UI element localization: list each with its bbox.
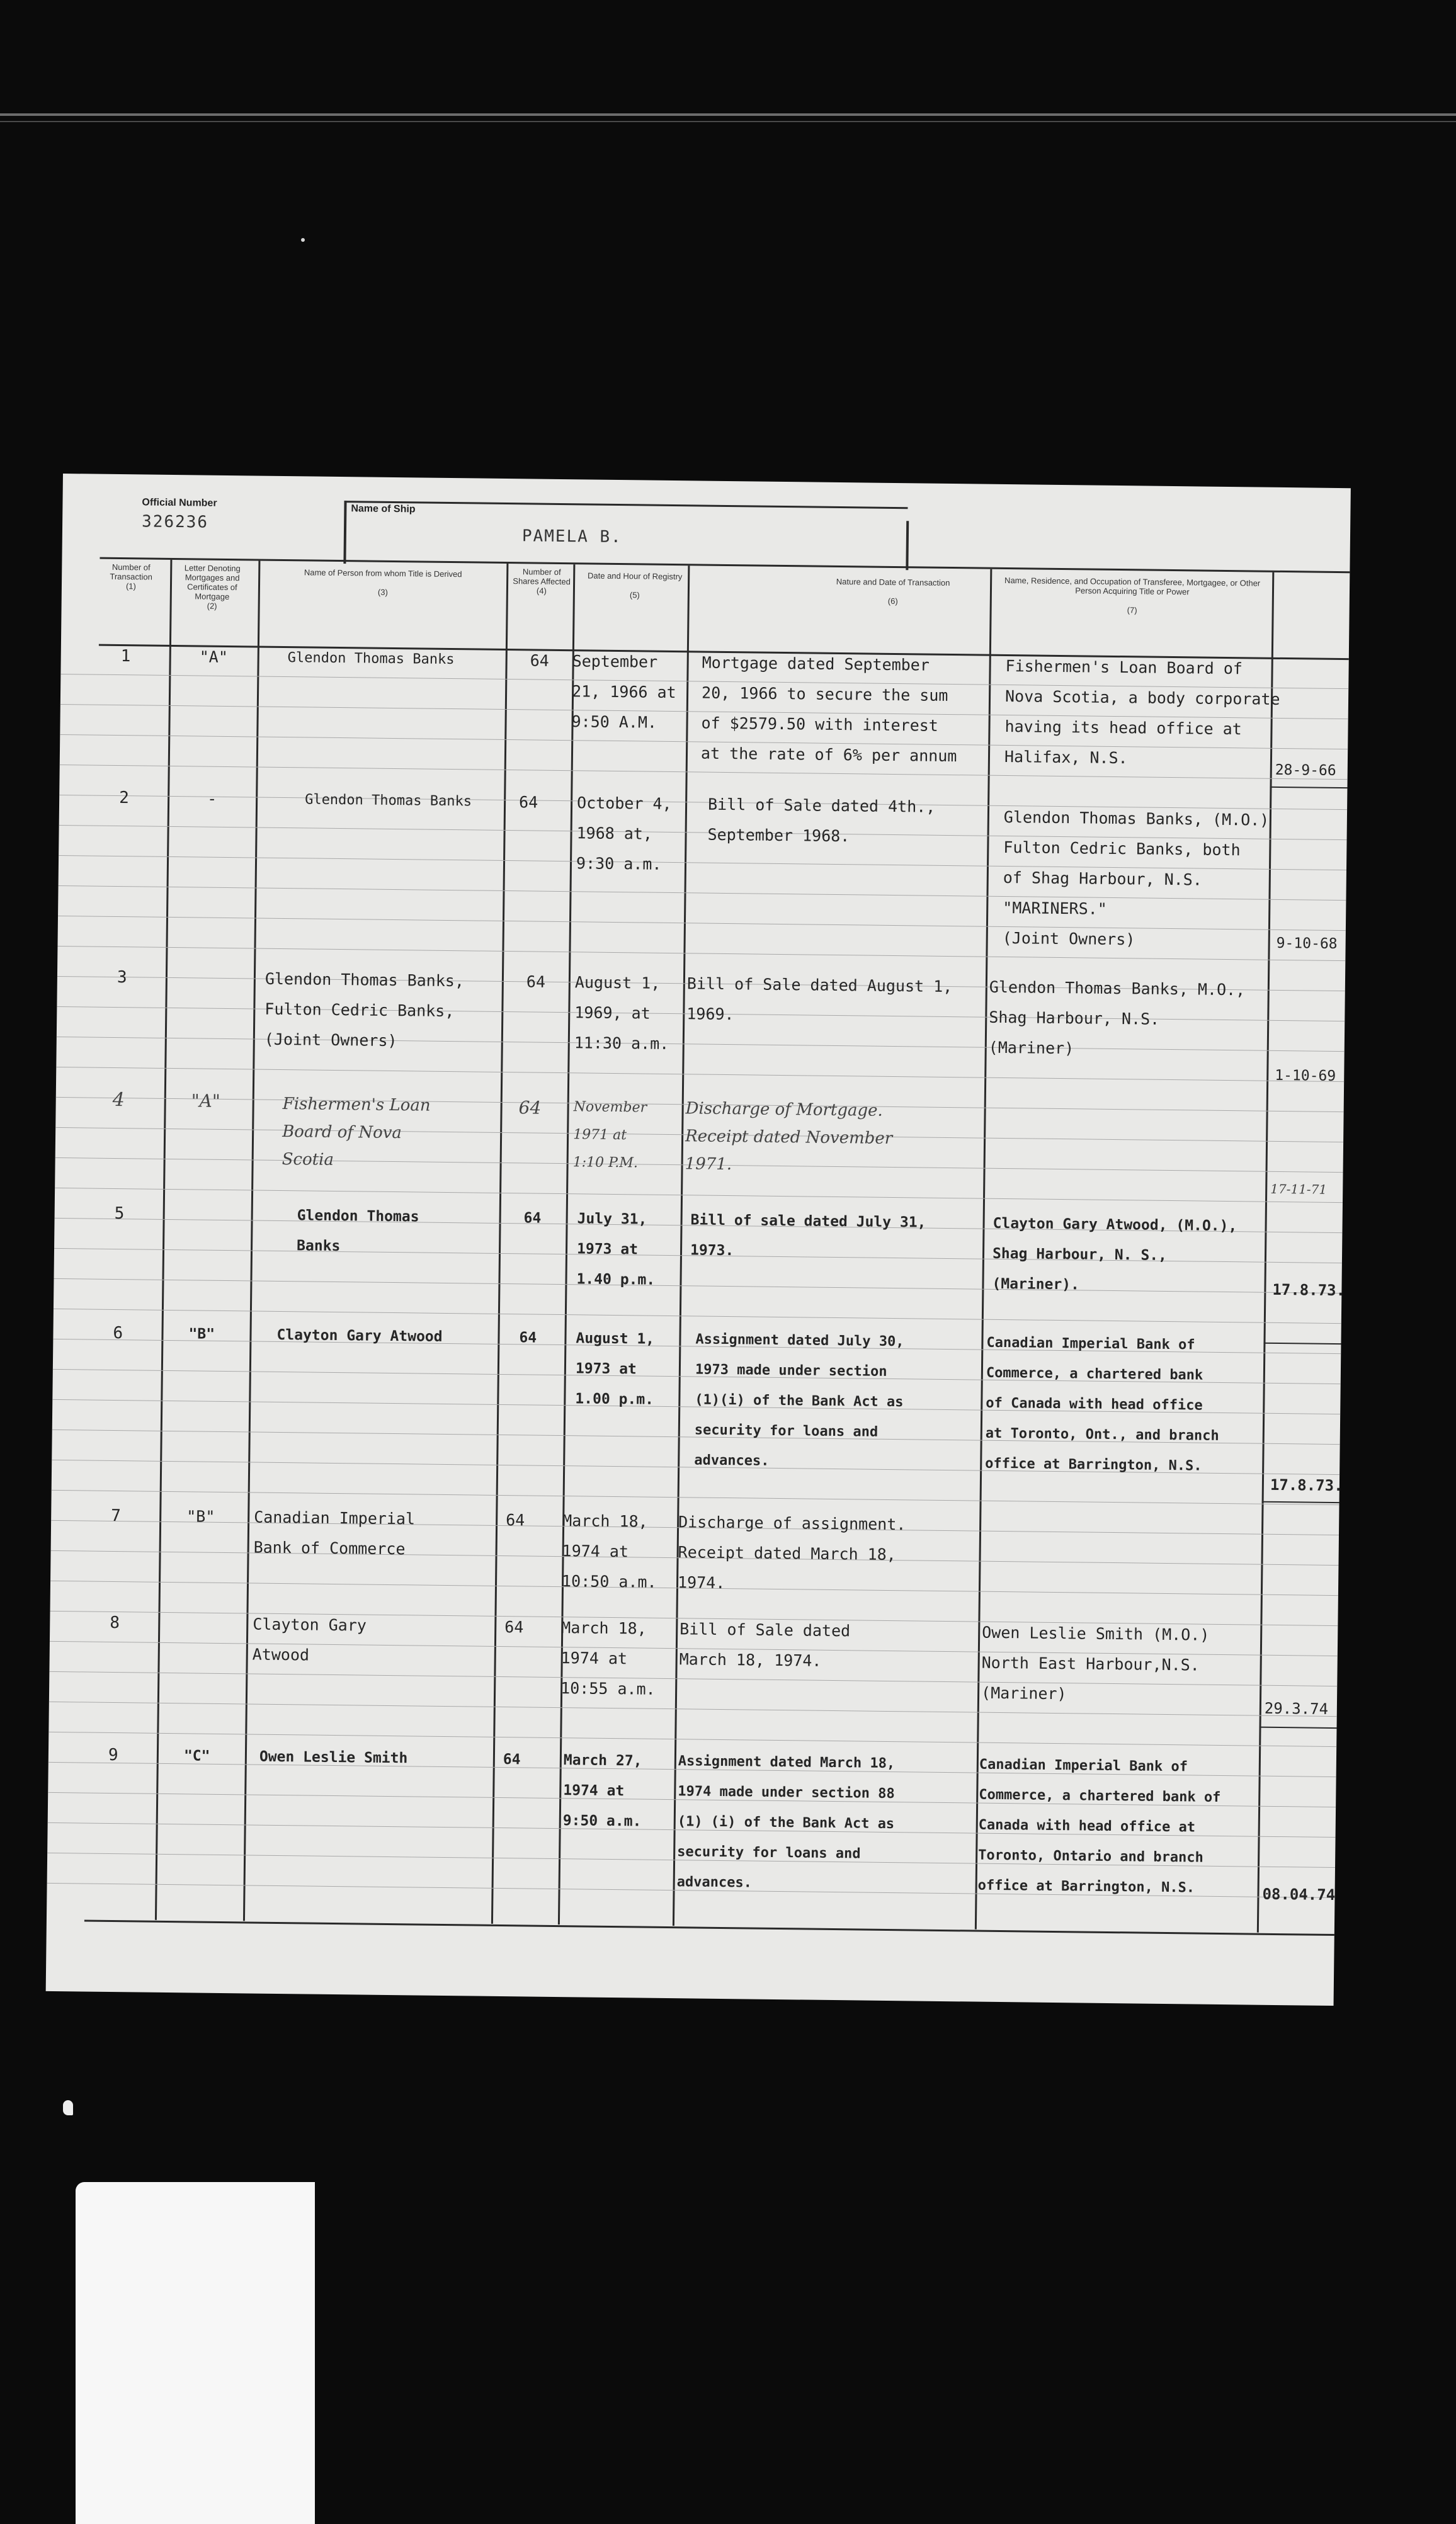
row-1-shares: 64	[530, 651, 549, 670]
col-header-shares-title: Number of Shares Affected	[513, 567, 571, 587]
row-2-nature: Bill of Sale dated 4th., September 1968.	[707, 795, 936, 846]
col-header-shares-index: (4)	[536, 586, 547, 596]
row-3-mark: 1-10-69	[1275, 1067, 1336, 1084]
col-header-from-title: Name of Person from whom Title is Derived	[304, 567, 462, 579]
row-7-shares: 64	[506, 1511, 525, 1530]
row-3-date: August 1, 1969, at 11:30 a.m.	[574, 973, 669, 1053]
ruled-line	[54, 1309, 1341, 1324]
ruled-line	[56, 1067, 1344, 1082]
ship-name: PAMELA B.	[521, 526, 622, 547]
row-4-letter: "A"	[191, 1090, 220, 1111]
row-1-letter: "A"	[199, 647, 229, 666]
row-8-to: Owen Leslie Smith (M.O.) North East Harbour,N.S. (Mariner)	[981, 1623, 1210, 1703]
row-4-shares: 64	[518, 1097, 542, 1118]
row-7-from: Canadian Imperial Bank of Commerce	[253, 1508, 416, 1559]
row-1-to: Fishermen's Loan Board of Nova Scotia, a body corporate having its head office at Halifax, N.S.	[1004, 656, 1280, 768]
row-3-nature: Bill of Sale dated August 1, 1969.	[686, 974, 953, 1024]
row-9-from: Owen Leslie Smith	[259, 1748, 408, 1767]
row-4-from: Fishermen's Loan Board of Nova Scotia	[282, 1094, 431, 1169]
row-8-shares: 64	[504, 1618, 524, 1637]
col-header-date	[584, 571, 686, 600]
row-7-date: March 18, 1974 at 10:50 a.m.	[561, 1511, 657, 1591]
row-2-to: Glendon Thomas Banks, (M.O.) Fulton Cedric Banks, both of Shag Harbour, N.S. "MARINERS." (Joint Owners)	[1002, 807, 1270, 949]
dust-speck	[301, 238, 305, 242]
row-1-mark: 28-9-66	[1275, 761, 1336, 779]
col-header-letter	[171, 563, 254, 611]
col-header-number-title: Number of Transaction	[110, 562, 152, 582]
official-number: 326236	[141, 512, 209, 532]
row-5-number: 5	[114, 1204, 125, 1224]
row-7-nature: Discharge of assignment. Receipt dated March 18, 1974.	[677, 1513, 906, 1593]
mark-rule	[1263, 1343, 1341, 1344]
row-9-letter: "C"	[183, 1748, 210, 1765]
row-6-nature: Assignment dated July 30, 1973 made under section (1)(i) of the Bank Act as security for loans and advances.	[694, 1331, 904, 1469]
ship-name-box-top	[343, 501, 346, 564]
row-8-mark: 29.3.74	[1264, 1699, 1329, 1718]
row-5-shares: 64	[523, 1210, 542, 1227]
col-header-from	[288, 567, 477, 598]
col-header-shares	[510, 567, 574, 596]
row-9-nature: Assignment dated March 18, 1974 made under section 88 (1) (i) of the Bank Act as security for loans and advances.	[676, 1753, 896, 1891]
official-number-label: Official Number	[142, 497, 217, 509]
col-rule	[975, 569, 992, 1930]
col-header-from-index: (3)	[377, 587, 388, 597]
row-5-from: Glendon Thomas Banks	[296, 1207, 419, 1255]
col-rule	[1257, 572, 1275, 1933]
row-1-nature: Mortgage dated September 20, 1966 to secure the sum of $2579.50 with interest at the rate of 6% per annum	[700, 653, 957, 766]
row-5-to: Clayton Gary Atwood, (M.O.), Shag Harbour, N. S., (Mariner).	[992, 1215, 1237, 1293]
dust-speck	[63, 2100, 73, 2115]
row-1-from: Glendon Thomas Banks	[287, 650, 455, 668]
row-3-from: Glendon Thomas Banks, Fulton Cedric Banks, (Joint Owners)	[264, 969, 465, 1050]
light-glare	[76, 2182, 315, 2524]
row-5-date: July 31, 1973 at 1.40 p.m.	[576, 1210, 656, 1288]
row-7-letter: "B"	[186, 1507, 215, 1526]
row-9-mark: 08.04.74	[1262, 1885, 1336, 1904]
row-2-shares: 64	[518, 793, 538, 812]
col-header-letter-title: Letter Denoting Mortgages and Certificates of Mortgage	[184, 563, 241, 602]
col-header-nature	[805, 576, 981, 606]
row-5-nature: Bill of sale dated July 31, 1973.	[690, 1212, 926, 1259]
row-8-nature: Bill of Sale dated March 18, 1974.	[679, 1620, 851, 1670]
row-3-number: 3	[117, 968, 127, 987]
col-header-number	[100, 562, 163, 591]
col-header-date-title: Date and Hour of Registry	[587, 571, 683, 582]
row-6-from: Clayton Gary Atwood	[276, 1326, 443, 1345]
ship-name-box-right	[906, 521, 909, 570]
row-4-nature: Discharge of Mortgage. Receipt dated November 1971.	[685, 1099, 893, 1174]
row-2-date: October 4, 1968 at, 9:30 a.m.	[576, 793, 672, 873]
row-9-to: Canadian Imperial Bank of Commerce, a chartered bank of Canada with head office at Toronto, Ontario and branch office at Barrington, N.S.	[977, 1756, 1221, 1896]
ship-name-box-top-edge	[344, 501, 908, 509]
row-8-date: March 18, 1974 at 10:55 a.m.	[560, 1618, 656, 1698]
row-8-number: 8	[110, 1613, 120, 1633]
row-9-shares: 64	[503, 1751, 521, 1768]
col-rule	[491, 564, 509, 1924]
row-6-to: Canadian Imperial Bank of Commerce, a chartered bank of Canada with head office at Toronto, Ont., and branch office at Barrington, N.S.	[985, 1334, 1219, 1474]
col-header-to-title: Name, Residence, and Occupation of Transferee, Mortgagee, or Other Person Acquiring Title or Power	[1004, 575, 1261, 597]
row-3-to: Glendon Thomas Banks, M.O., Shag Harbour, N.S. (Mariner)	[988, 977, 1246, 1058]
row-9-number: 9	[108, 1745, 118, 1765]
col-header-to	[994, 576, 1271, 617]
row-2-mark: 9-10-68	[1276, 935, 1338, 953]
row-6-number: 6	[113, 1323, 123, 1343]
row-8-from: Clayton Gary Atwood	[252, 1615, 367, 1664]
mark-rule	[1262, 1501, 1339, 1503]
row-6-letter: "B"	[188, 1326, 215, 1343]
row-7-number: 7	[111, 1506, 122, 1526]
col-header-to-index: (7)	[1127, 605, 1137, 615]
col-header-date-index: (5)	[629, 590, 640, 600]
film-edge-top	[0, 113, 1456, 116]
row-6-mark: 17.8.73.	[1270, 1475, 1343, 1495]
row-5-mark: 17.8.73.	[1272, 1280, 1346, 1300]
ruled-line	[55, 1188, 1343, 1203]
mark-rule	[1260, 1727, 1337, 1729]
row-9-date: March 27, 1974 at 9:50 a.m.	[562, 1752, 642, 1830]
col-header-letter-index: (2)	[207, 601, 217, 611]
row-4-date: November 1971 at 1:10 P.M.	[572, 1099, 647, 1171]
ruled-line	[48, 1732, 1336, 1747]
row-6-date: August 1, 1973 at 1.00 p.m.	[575, 1330, 655, 1408]
row-4-number: 4	[112, 1088, 125, 1111]
row-2-number: 2	[118, 788, 129, 808]
row-1-number: 1	[120, 647, 131, 666]
row-6-shares: 64	[519, 1329, 537, 1346]
ship-name-label: Name of Ship	[351, 503, 416, 515]
row-4-mark: 17-11-71	[1270, 1181, 1328, 1197]
row-1-date: September 21, 1966 at 9:50 A.M.	[571, 652, 676, 732]
col-rule	[558, 564, 576, 1924]
row-2-letter: -	[207, 789, 217, 808]
row-2-from: Glendon Thomas Banks	[305, 792, 472, 810]
film-edge-top-inner	[0, 121, 1456, 122]
table-bottom-rule	[84, 1920, 1334, 1936]
ruled-line	[52, 1490, 1339, 1505]
col-header-nature-index: (6)	[887, 596, 898, 606]
col-header-nature-title: Nature and Date of Transaction	[836, 576, 950, 588]
col-rule	[155, 560, 173, 1920]
row-3-shares: 64	[526, 972, 546, 991]
header-top-rule	[100, 557, 1350, 574]
col-rule	[673, 566, 690, 1926]
mark-rule	[1270, 787, 1347, 788]
registry-sheet	[46, 474, 1351, 2006]
col-header-number-index: (1)	[125, 581, 137, 591]
col-rule	[243, 561, 261, 1921]
